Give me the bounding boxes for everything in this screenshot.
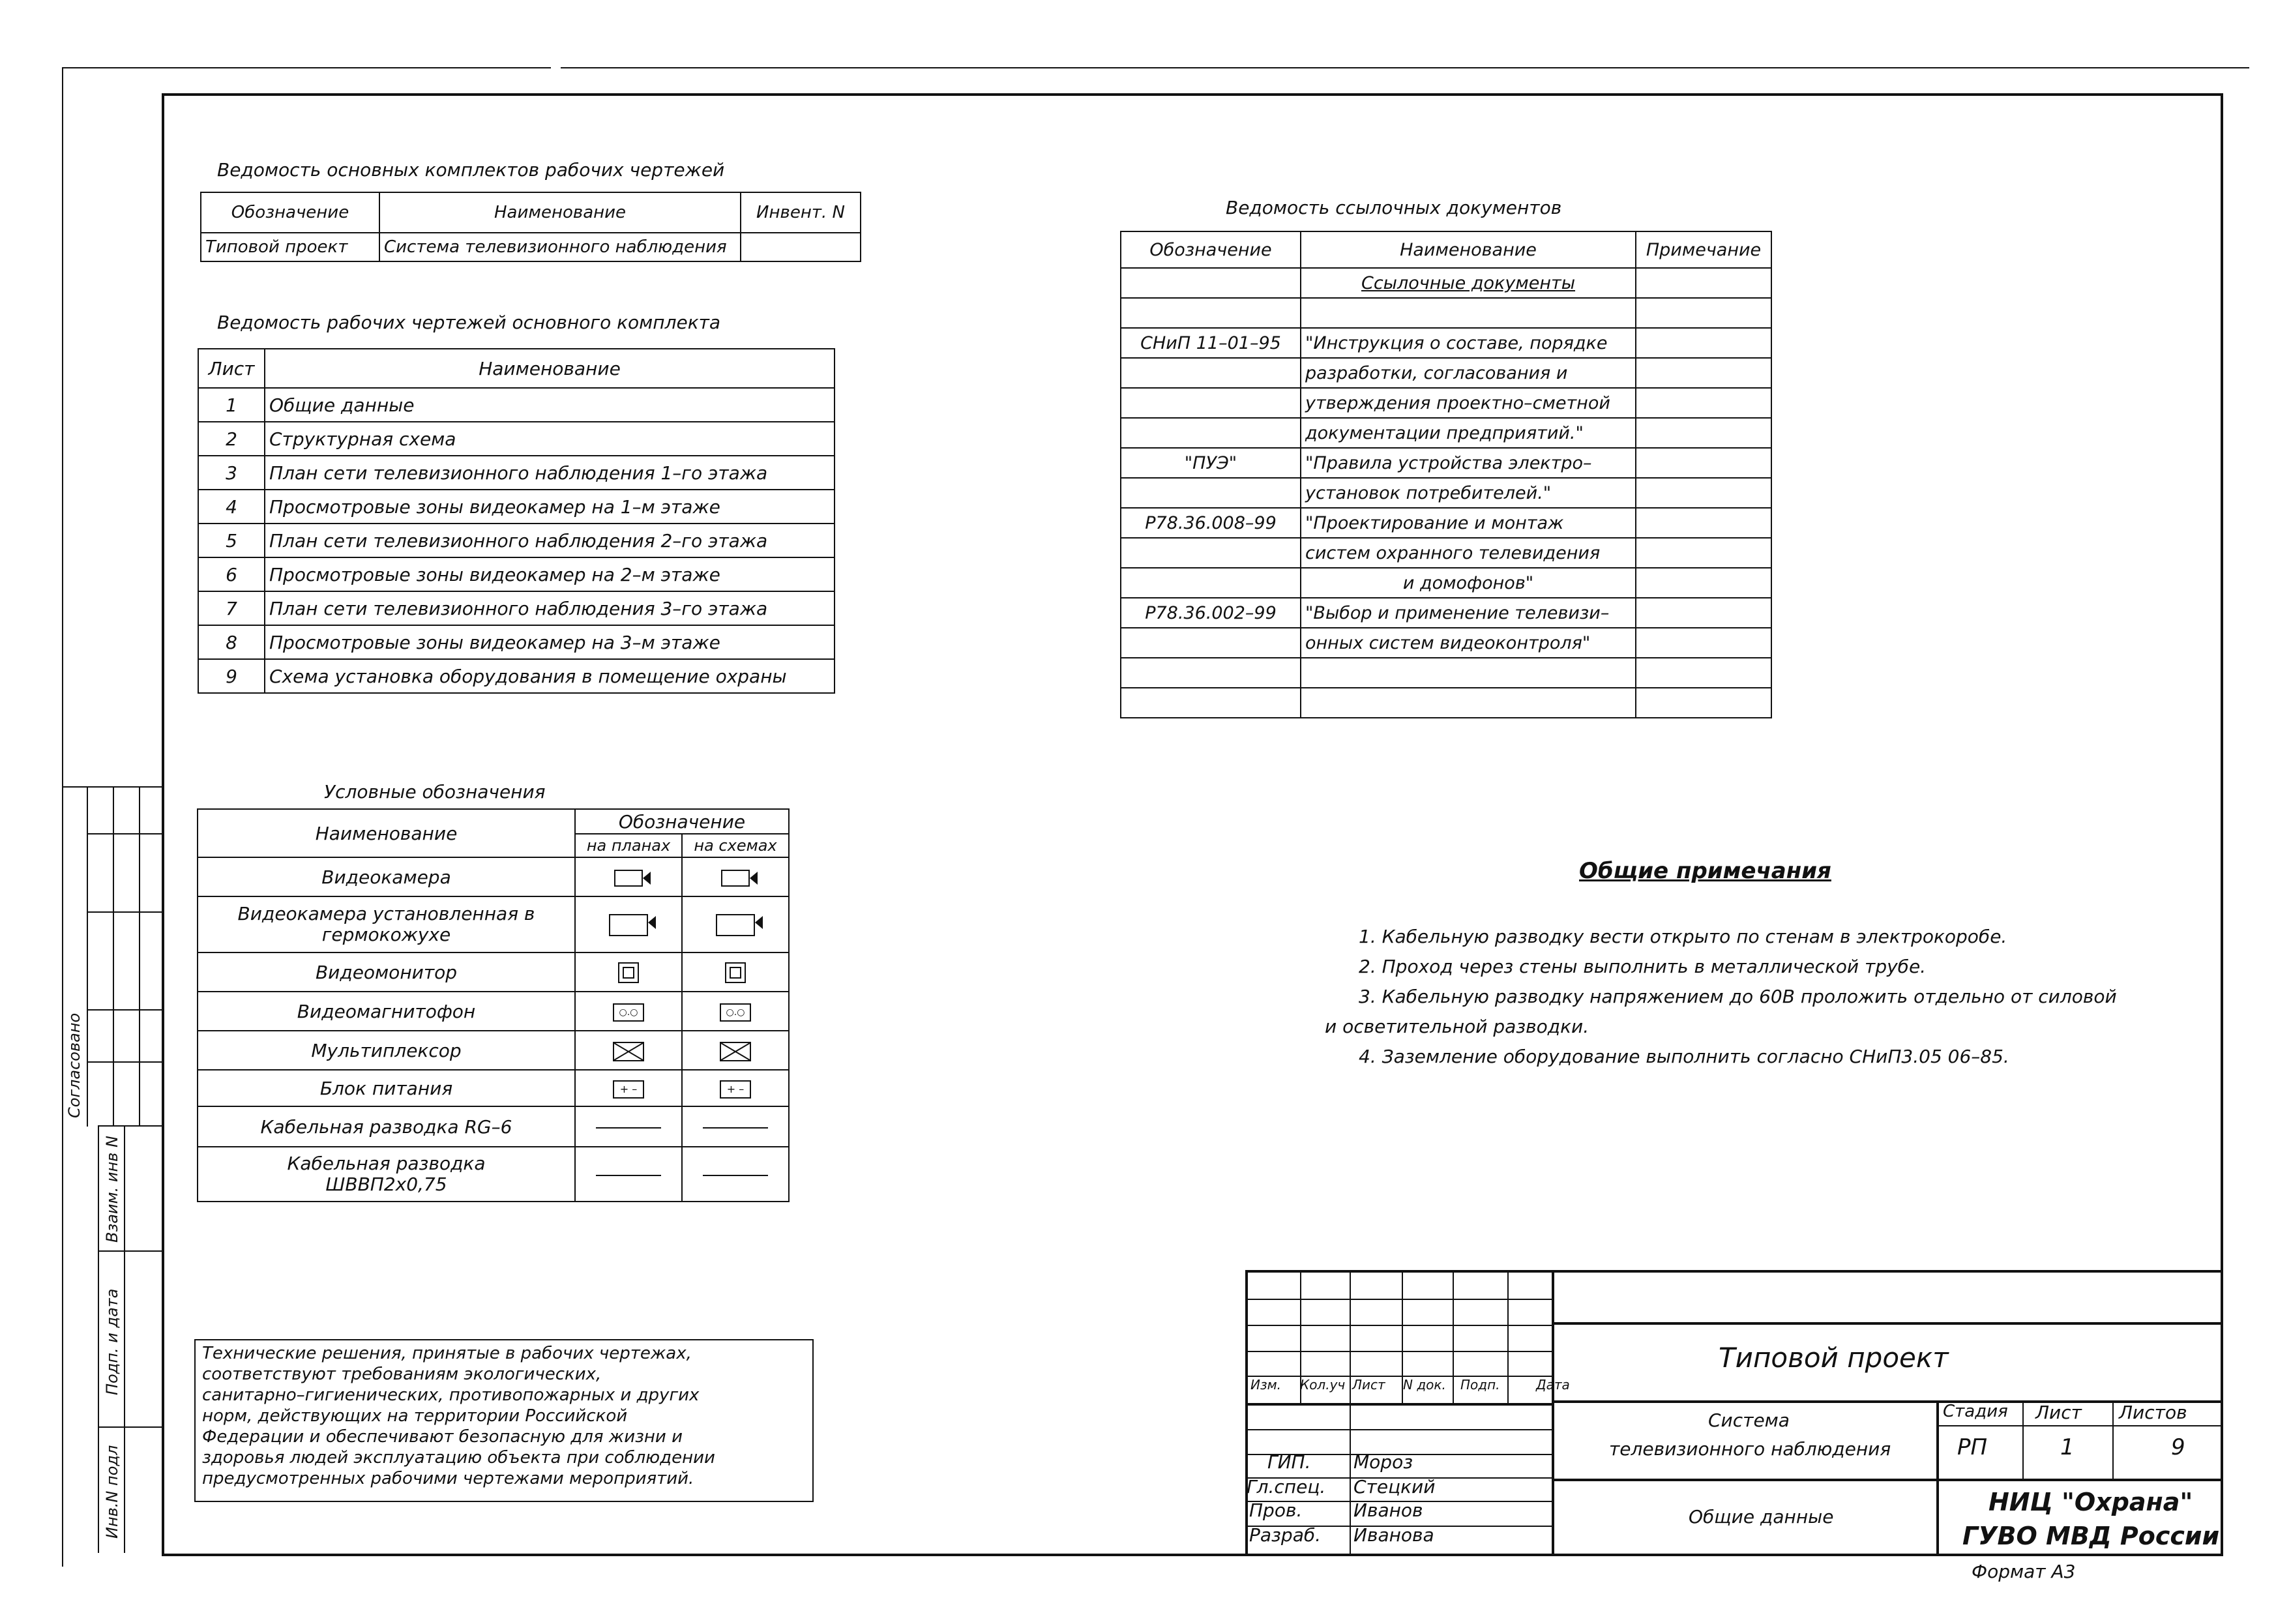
header-on-plans: на планах (575, 834, 682, 857)
ref-note (1636, 688, 1771, 718)
camera-housing-icon (609, 914, 648, 936)
symbol-name: Видеокамера установленная в гермокожухе (198, 896, 575, 952)
statement-line: Технические решения, принятые в рабочих чертежах, (202, 1344, 692, 1363)
ref-designation: "ПУЭ" (1121, 448, 1301, 478)
sheet-number: 2 (198, 422, 265, 456)
ref-designation (1121, 478, 1301, 508)
cable-line-icon (596, 1127, 661, 1129)
role-checked: Пров. (1249, 1499, 1303, 1521)
tb-col-change: Изм. (1250, 1377, 1282, 1393)
cell-name: Система телевизионного наблюдения (379, 233, 741, 261)
replacement-inventory-stamp: Взаим. инв N (103, 1136, 121, 1243)
sheet-name: Схема установка оборудования в помещение охраны (265, 659, 835, 693)
symbol-name: Кабельная разводка RG–6 (198, 1106, 575, 1147)
camera-housing-icon (716, 914, 755, 936)
symbol-name: Блок питания (198, 1070, 575, 1106)
cable-line-icon (596, 1175, 661, 1176)
ref-name: "Инструкция о составе, порядке (1301, 328, 1636, 358)
project-title: Типовой проект (1719, 1342, 1949, 1374)
basic-sets-table (200, 192, 861, 262)
format-label: Формат А3 (1972, 1561, 2076, 1582)
sheet-label: Лист (2035, 1402, 2082, 1423)
sheet-name: Просмотровые зоны видеокамер на 2–м этаже (265, 557, 835, 591)
sheets-table (198, 348, 835, 694)
refs-caption: Ведомость ссылочных документов (1226, 197, 1562, 218)
refs-table (1120, 231, 1772, 718)
statement-line: здоровья людей эксплуатацию объекта при соблюдении (202, 1448, 715, 1468)
sheet-number: 4 (198, 490, 265, 524)
symbol-name: Видеомонитор (198, 952, 575, 992)
ref-designation (1121, 358, 1301, 388)
cable-line-icon (703, 1127, 768, 1129)
ref-note (1636, 598, 1771, 628)
ref-designation: СНиП 11–01–95 (1121, 328, 1301, 358)
ref-name: систем охранного телевидения (1301, 538, 1636, 568)
symbol-name: Мультиплексор (198, 1031, 575, 1070)
ref-designation (1121, 538, 1301, 568)
note-item: 3. Кабельную разводку напряжением до 60В проложить отдельно от силовой (1359, 986, 2117, 1007)
note-item: и осветительной разводки. (1325, 1016, 1589, 1037)
monitor-icon (618, 962, 639, 983)
header-note: Примечание (1636, 231, 1771, 268)
top-edge-line-right (561, 67, 2249, 68)
tb-col-doc: N док. (1403, 1377, 1446, 1393)
ref-note (1636, 298, 1771, 328)
ref-note (1636, 508, 1771, 538)
tb-col-sign: Подп. (1460, 1377, 1500, 1393)
basic-sets-caption: Ведомость основных комплектов рабочих чертежей (217, 159, 725, 181)
symbols-caption: Условные обозначения (324, 781, 546, 803)
sheet-name: План сети телевизионного наблюдения 2–го этажа (265, 524, 835, 557)
role-chief-engineer: ГИП. (1267, 1451, 1311, 1473)
header-name: Наименование (379, 192, 741, 233)
compliance-statement (194, 1339, 814, 1502)
power-supply-icon: + – (613, 1080, 644, 1099)
system-name-line1: Система (1708, 1410, 1790, 1431)
sheet-name: Структурная схема (265, 422, 835, 456)
ref-name: разработки, согласования и (1301, 358, 1636, 388)
symbol-name: Кабельная разводка ШВВП2х0,75 (198, 1147, 575, 1202)
sheet-number: 8 (198, 625, 265, 659)
header-designation: Обозначение (201, 192, 379, 233)
ref-designation (1121, 388, 1301, 418)
symbols-table (197, 808, 790, 1202)
ref-note (1636, 358, 1771, 388)
ref-name: установок потребителей." (1301, 478, 1636, 508)
sheet-number: 1 (198, 388, 265, 422)
ref-name: "Выбор и применение телевизи– (1301, 598, 1636, 628)
header-designation: Обозначение (1121, 231, 1301, 268)
statement-line: Федерации и обеспечивают безопасную для жизни и (202, 1427, 683, 1447)
ref-note (1636, 658, 1771, 688)
name-chief-specialist: Стецкий (1353, 1476, 1436, 1498)
statement-line: соответствуют требованиям экологических, (202, 1365, 602, 1384)
header-on-schemes: на схемах (682, 834, 789, 857)
tb-col-qty: Кол.уч (1300, 1377, 1346, 1393)
cable-line-icon (703, 1175, 768, 1176)
camera-icon (614, 870, 643, 887)
organization-line1: НИЦ "Охрана" (1988, 1488, 2193, 1516)
ref-note (1636, 418, 1771, 448)
ref-note (1636, 568, 1771, 598)
ref-designation: Р78.36.002–99 (1121, 598, 1301, 628)
cell-inventory (741, 233, 861, 261)
sheet-number: 6 (198, 557, 265, 591)
sheet-name: План сети телевизионного наблюдения 3–го этажа (265, 591, 835, 625)
ref-name: утверждения проектно–сметной (1301, 388, 1636, 418)
sheet-name: Просмотровые зоны видеокамер на 3–м этаже (265, 625, 835, 659)
header-name: Наименование (198, 809, 575, 857)
ref-designation (1121, 628, 1301, 658)
ref-note (1636, 328, 1771, 358)
cell-designation: Типовой проект (201, 233, 379, 261)
stage-label: Стадия (1943, 1402, 2008, 1421)
role-developed: Разраб. (1249, 1524, 1322, 1546)
sheet-number: 9 (198, 659, 265, 693)
ref-designation (1121, 298, 1301, 328)
header-designation: Обозначение (575, 809, 789, 834)
document-title: Общие данные (1689, 1506, 1834, 1528)
multiplexer-icon (613, 1042, 644, 1061)
sheet-number: 3 (198, 456, 265, 490)
ref-name: "Проектирование и монтаж (1301, 508, 1636, 538)
ref-name (1301, 298, 1636, 328)
ref-note (1636, 388, 1771, 418)
header-name: Наименование (1301, 231, 1636, 268)
ref-name: онных систем видеоконтроля" (1301, 628, 1636, 658)
monitor-icon (725, 962, 746, 983)
statement-line: санитарно–гигиенических, противопожарных и других (202, 1385, 700, 1405)
role-chief-specialist: Гл.спец. (1247, 1476, 1326, 1498)
sheet-name: Просмотровые зоны видеокамер на 1–м этаже (265, 490, 835, 524)
sheet-number: 5 (198, 524, 265, 557)
sheet-name: План сети телевизионного наблюдения 1–го этажа (265, 456, 835, 490)
note-item: 1. Кабельную разводку вести открыто по стенам в электрокоробе. (1359, 926, 2007, 947)
notes-title: Общие примечания (1579, 858, 1831, 884)
tb-col-date: Дата (1536, 1377, 1570, 1393)
original-inventory-stamp: Инв.N подл (103, 1445, 121, 1539)
symbol-name: Видеомагнитофон (198, 992, 575, 1031)
header-name: Наименование (265, 349, 835, 388)
ref-name: и домофонов" (1301, 568, 1636, 598)
vcr-icon: ○.○ (613, 1003, 644, 1022)
sheet-name: Общие данные (265, 388, 835, 422)
note-item: 4. Заземление оборудование выполнить согласно СНиП3.05 06–85. (1359, 1046, 2009, 1067)
top-edge-line (62, 67, 551, 68)
name-checked: Иванов (1353, 1499, 1423, 1521)
refs-section-title: Ссылочные документы (1301, 268, 1636, 298)
ref-note (1636, 628, 1771, 658)
sheet-number: 7 (198, 591, 265, 625)
symbol-name: Видеокамера (198, 857, 575, 896)
note-item: 2. Проход через стены выполнить в металлической трубе. (1359, 956, 1927, 977)
ref-note (1636, 478, 1771, 508)
name-developed: Иванова (1353, 1524, 1434, 1546)
statement-line: норм, действующих на территории Российской (202, 1406, 628, 1426)
ref-designation (1121, 568, 1301, 598)
header-sheet: Лист (198, 349, 265, 388)
ref-name (1301, 688, 1636, 718)
sheets-caption: Ведомость рабочих чертежей основного комплекта (217, 312, 721, 333)
agreed-stamp: Согласовано (65, 1012, 83, 1118)
sheets-label: Листов (2119, 1402, 2187, 1423)
stage-value: РП (1957, 1434, 1988, 1460)
name-chief-engineer: Мороз (1353, 1451, 1413, 1473)
ref-name: документации предприятий." (1301, 418, 1636, 448)
ref-designation (1121, 658, 1301, 688)
vcr-icon: ○.○ (720, 1003, 751, 1022)
sheets-value: 9 (2171, 1434, 2185, 1460)
signature-date-stamp: Подп. и дата (103, 1288, 121, 1395)
system-name-line2: телевизионного наблюдения (1609, 1438, 1891, 1460)
ref-note (1636, 448, 1771, 478)
ref-name (1301, 658, 1636, 688)
organization-line2: ГУВО МВД России (1962, 1522, 2220, 1550)
ref-designation (1121, 688, 1301, 718)
ref-name: "Правила устройства электро– (1301, 448, 1636, 478)
statement-line: предусмотренных рабочими чертежами мероприятий. (202, 1469, 694, 1488)
ref-designation: Р78.36.008–99 (1121, 508, 1301, 538)
power-supply-icon: + – (720, 1080, 751, 1099)
ref-note (1636, 538, 1771, 568)
camera-icon (721, 870, 750, 887)
sheet-value: 1 (2060, 1434, 2075, 1460)
tb-col-sheet: Лист (1352, 1377, 1385, 1393)
multiplexer-icon (720, 1042, 751, 1061)
ref-designation (1121, 418, 1301, 448)
header-inventory: Инвент. N (741, 192, 861, 233)
